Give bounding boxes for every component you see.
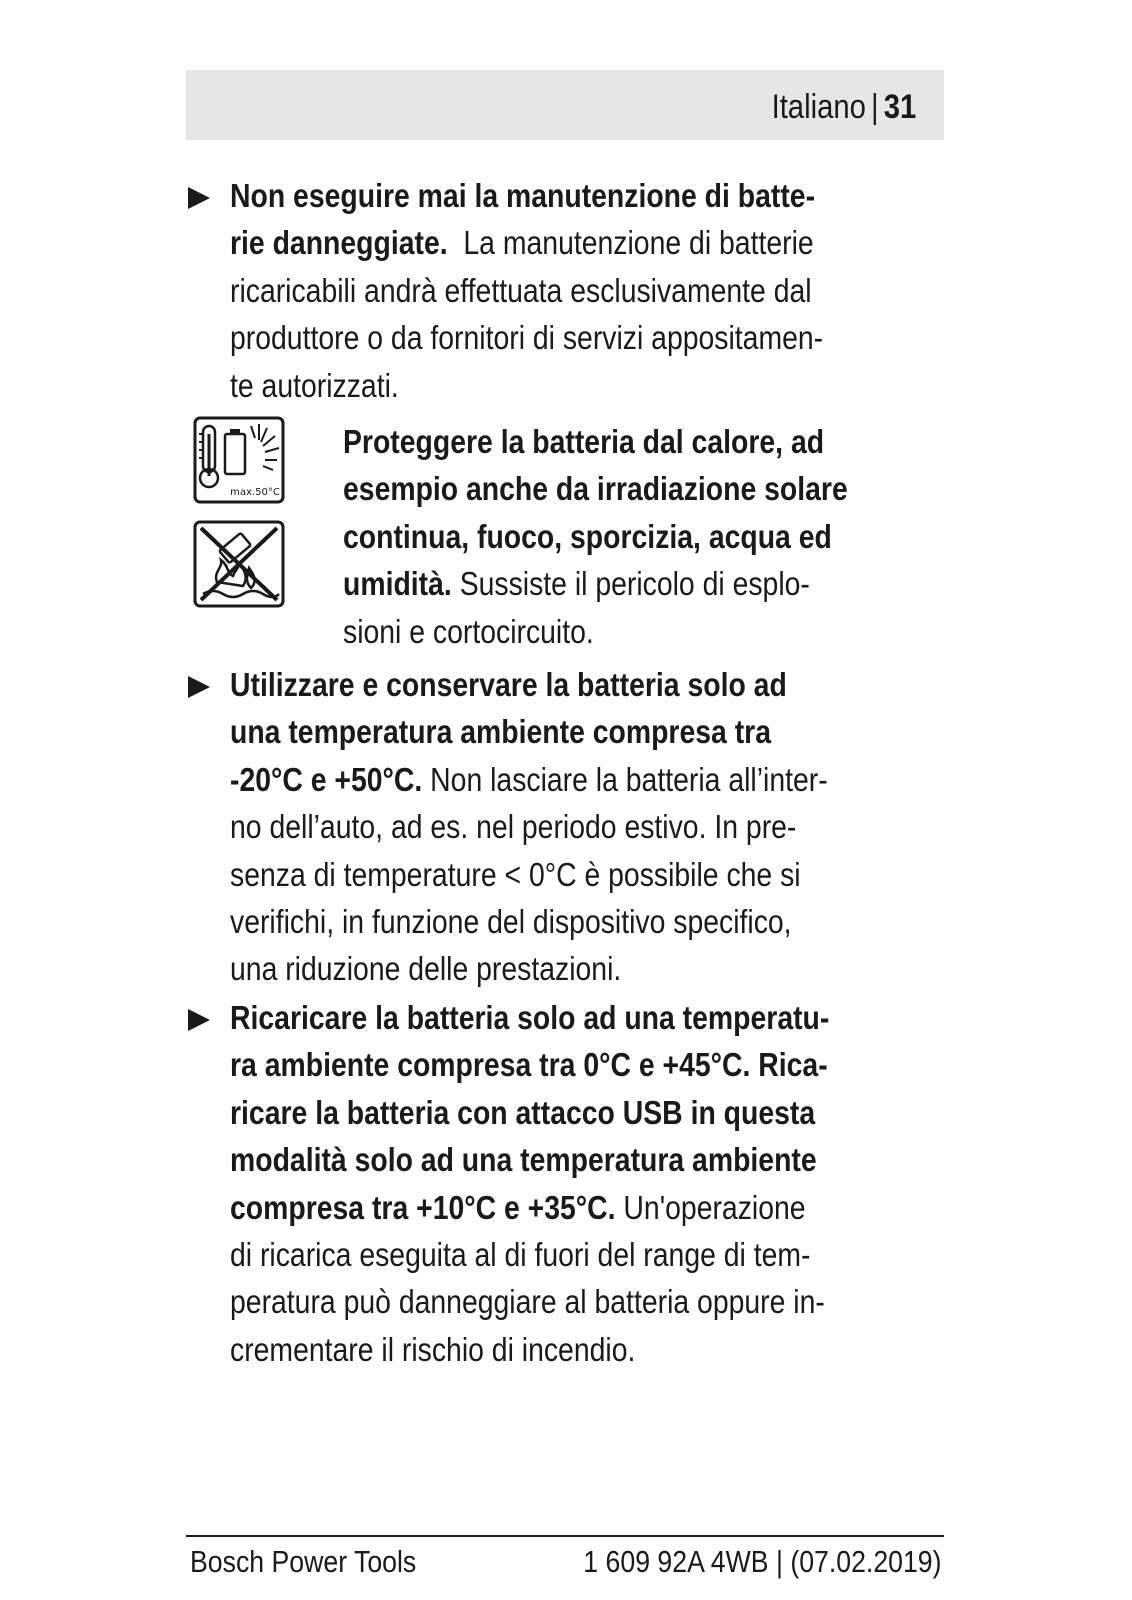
bold-text: modalità solo ad una temperatura ambiente bbox=[230, 1141, 817, 1179]
bold-text: Proteggere la batteria dal calore, ad bbox=[343, 423, 825, 460]
safety-item-3 bbox=[230, 661, 925, 993]
text-line bbox=[343, 465, 848, 512]
text-line bbox=[230, 1089, 829, 1136]
text-line bbox=[230, 172, 823, 219]
item-lines bbox=[230, 994, 829, 1373]
body-text: di ricarica eseguita al di fuori del range di tem- bbox=[230, 1236, 811, 1274]
text-line bbox=[343, 560, 848, 607]
text-line bbox=[230, 994, 829, 1041]
bold-text: umidità. bbox=[343, 565, 452, 603]
text-line bbox=[230, 219, 823, 266]
body-text: Un'operazione bbox=[615, 1188, 806, 1226]
text-line bbox=[230, 1136, 829, 1183]
footer-divider bbox=[186, 1535, 944, 1537]
body-text: sioni e cortocircuito. bbox=[343, 612, 594, 650]
body-text: La manutenzione di batterie bbox=[447, 224, 814, 262]
text-line bbox=[230, 362, 823, 409]
body-text: peratura può danneggiare al batteria oppure in- bbox=[230, 1283, 825, 1321]
body-text: no dell’auto, ad es. nel periodo estivo. In pre- bbox=[230, 808, 797, 846]
text-line bbox=[230, 661, 828, 708]
item-lines bbox=[230, 661, 828, 993]
text-line bbox=[230, 756, 828, 803]
header-text bbox=[771, 70, 916, 140]
bold-text: continua, fuoco, sporcizia, acqua ed bbox=[343, 517, 832, 555]
safety-item-4 bbox=[230, 994, 927, 1373]
text-line bbox=[343, 608, 848, 655]
text-line bbox=[230, 898, 828, 945]
text-line bbox=[230, 1231, 829, 1278]
footer-doc-id: 1 609 92A 4WB | (07.02.2019) bbox=[583, 1544, 942, 1579]
bold-text: una temperatura ambiente compresa tra bbox=[230, 713, 771, 751]
bold-text: Ricaricare la batteria solo ad una temperatu- bbox=[230, 999, 830, 1036]
page-header bbox=[186, 70, 944, 140]
text-line bbox=[230, 945, 828, 992]
no-fire-water-icon bbox=[193, 520, 285, 608]
safety-item-1 bbox=[230, 172, 920, 409]
footer-brand: Bosch Power Tools bbox=[190, 1544, 417, 1579]
text-line bbox=[230, 1326, 829, 1373]
text-line bbox=[230, 708, 828, 755]
bold-text: Non eseguire mai la manutenzione di batte- bbox=[230, 177, 816, 214]
bold-text: -20°C e +50°C. bbox=[230, 760, 423, 798]
header-separator: | bbox=[870, 88, 879, 126]
body-text: una riduzione delle prestazioni. bbox=[230, 950, 622, 988]
bold-text: ricare la batteria con attacco USB in questa bbox=[230, 1093, 816, 1131]
max-temp-label: max.50°C bbox=[230, 487, 280, 498]
body-text: ricaricabili andrà effettuata esclusivamente dal bbox=[230, 271, 812, 309]
body-text: produttore o da fornitori di servizi appositamen- bbox=[230, 319, 824, 357]
bold-text: Utilizzare e conservare la batteria solo ad bbox=[230, 666, 787, 703]
text-line bbox=[230, 314, 823, 361]
text-line bbox=[343, 513, 848, 560]
body-text: verifichi, in funzione del dispositivo specifico, bbox=[230, 903, 792, 941]
bullet-triangle-icon bbox=[188, 676, 210, 698]
bold-text: rie danneggiate. bbox=[230, 224, 448, 262]
safety-item-2 bbox=[343, 418, 930, 655]
text-line bbox=[230, 1041, 829, 1088]
bold-text: esempio anche da irradiazione solare bbox=[343, 470, 848, 508]
bullet-triangle-icon bbox=[188, 187, 210, 209]
bold-text: ra ambiente compresa tra 0°C e +45°C. Rica- bbox=[230, 1046, 828, 1084]
text-line bbox=[230, 1184, 829, 1231]
text-line bbox=[230, 267, 823, 314]
text-line bbox=[343, 418, 848, 465]
body-text: crementare il rischio di incendio. bbox=[230, 1330, 636, 1368]
text-line bbox=[230, 851, 828, 898]
body-text: te autorizzati. bbox=[230, 366, 399, 404]
header-language: Italiano bbox=[771, 88, 866, 126]
text-line bbox=[230, 1278, 829, 1325]
page-number: 31 bbox=[883, 88, 916, 126]
item-lines bbox=[343, 418, 848, 655]
body-text: senza di temperature < 0°C è possibile che si bbox=[230, 855, 801, 893]
body-text: Sussiste il pericolo di esplo- bbox=[451, 565, 810, 603]
text-line bbox=[230, 803, 828, 850]
body-text: Non lasciare la batteria all’inter- bbox=[422, 760, 828, 798]
bullet-triangle-icon bbox=[188, 1009, 210, 1031]
item-lines bbox=[230, 172, 823, 409]
heat-protection-icon bbox=[193, 416, 285, 504]
bold-text: compresa tra +10°C e +35°C. bbox=[230, 1188, 616, 1226]
